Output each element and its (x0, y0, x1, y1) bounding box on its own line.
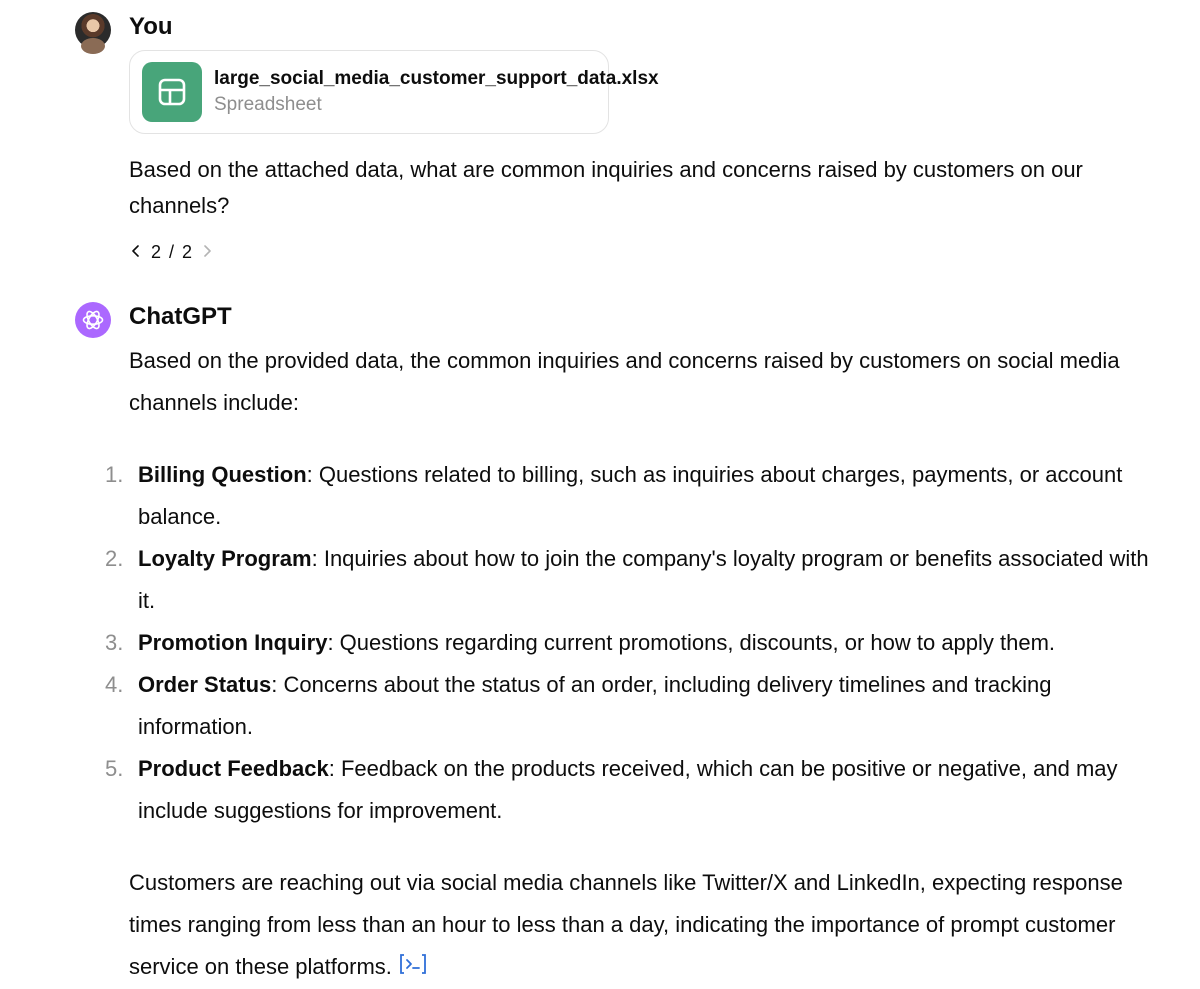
list-item-term: Billing Question (138, 462, 307, 487)
next-response-chevron-icon[interactable] (200, 242, 214, 263)
code-interpreter-icon[interactable] (398, 947, 428, 989)
pager-total: 2 (182, 242, 193, 262)
response-intro: Based on the provided data, the common inquiries and concerns raised by customers on social media channels include: (129, 348, 1120, 415)
list-item-text: : Feedback on the products received, which can be positive or negative, and may include suggestions for improvement. (138, 756, 1118, 823)
attachment-meta (214, 66, 659, 118)
conclusion-text: Customers are reaching out via social media channels like Twitter/X and LinkedIn, expecting response times ranging from less than an hour to less than a day, indicating the importance of prompt customer service on these platforms. (129, 870, 1123, 979)
user-avatar (75, 12, 111, 48)
assistant-author-name: ChatGPT (129, 303, 232, 330)
list-item-term: Order Status (138, 672, 272, 697)
attachment-card[interactable] (129, 50, 659, 134)
list-item-number: 2. (105, 546, 124, 571)
list-item (105, 622, 1170, 664)
list-item-number: 5. (105, 756, 124, 781)
assistant-message (75, 302, 1170, 986)
user-message-text: Based on the attached data, what are common inquiries and concerns raised by customers on our channels? (129, 157, 1083, 218)
list-item-text: : Questions regarding current promotions, discounts, or how to apply them. (327, 630, 1056, 655)
list-item-term: Loyalty Program (138, 546, 312, 571)
attachment-file-name: large_social_media_customer_support_data.xlsx (214, 68, 659, 89)
list-item (105, 748, 1170, 832)
pager-separator: / (169, 242, 175, 262)
user-message (75, 12, 1170, 282)
assistant-message-body (105, 302, 1170, 986)
list-item-text: : Questions related to billing, such as inquiries about charges, payments, or account balance. (138, 462, 1123, 529)
list-item-number: 3. (105, 630, 124, 655)
list-item-term: Product Feedback (138, 756, 329, 781)
response-pager (129, 242, 214, 263)
response-conclusion (129, 862, 1170, 989)
attachment-file-type: Spreadsheet (214, 94, 322, 115)
user-message-body (129, 12, 1170, 282)
spreadsheet-icon (142, 62, 202, 122)
list-item-term: Promotion Inquiry (138, 630, 328, 655)
list-item (105, 454, 1170, 538)
inquiry-list (105, 454, 1170, 832)
list-item-number: 1. (105, 462, 124, 487)
list-item-number: 4. (105, 672, 124, 697)
user-author-name: You (129, 13, 173, 40)
list-item (105, 538, 1170, 622)
pager-current: 2 (151, 242, 162, 262)
list-item-text: : Concerns about the status of an order, including delivery timelines and tracking information. (138, 672, 1052, 739)
previous-response-chevron-icon[interactable] (129, 242, 143, 263)
assistant-response (105, 340, 1170, 989)
list-item-text: : Inquiries about how to join the company's loyalty program or benefits associated with it. (138, 546, 1149, 613)
chatgpt-avatar-icon (75, 302, 111, 338)
list-item (105, 664, 1170, 748)
